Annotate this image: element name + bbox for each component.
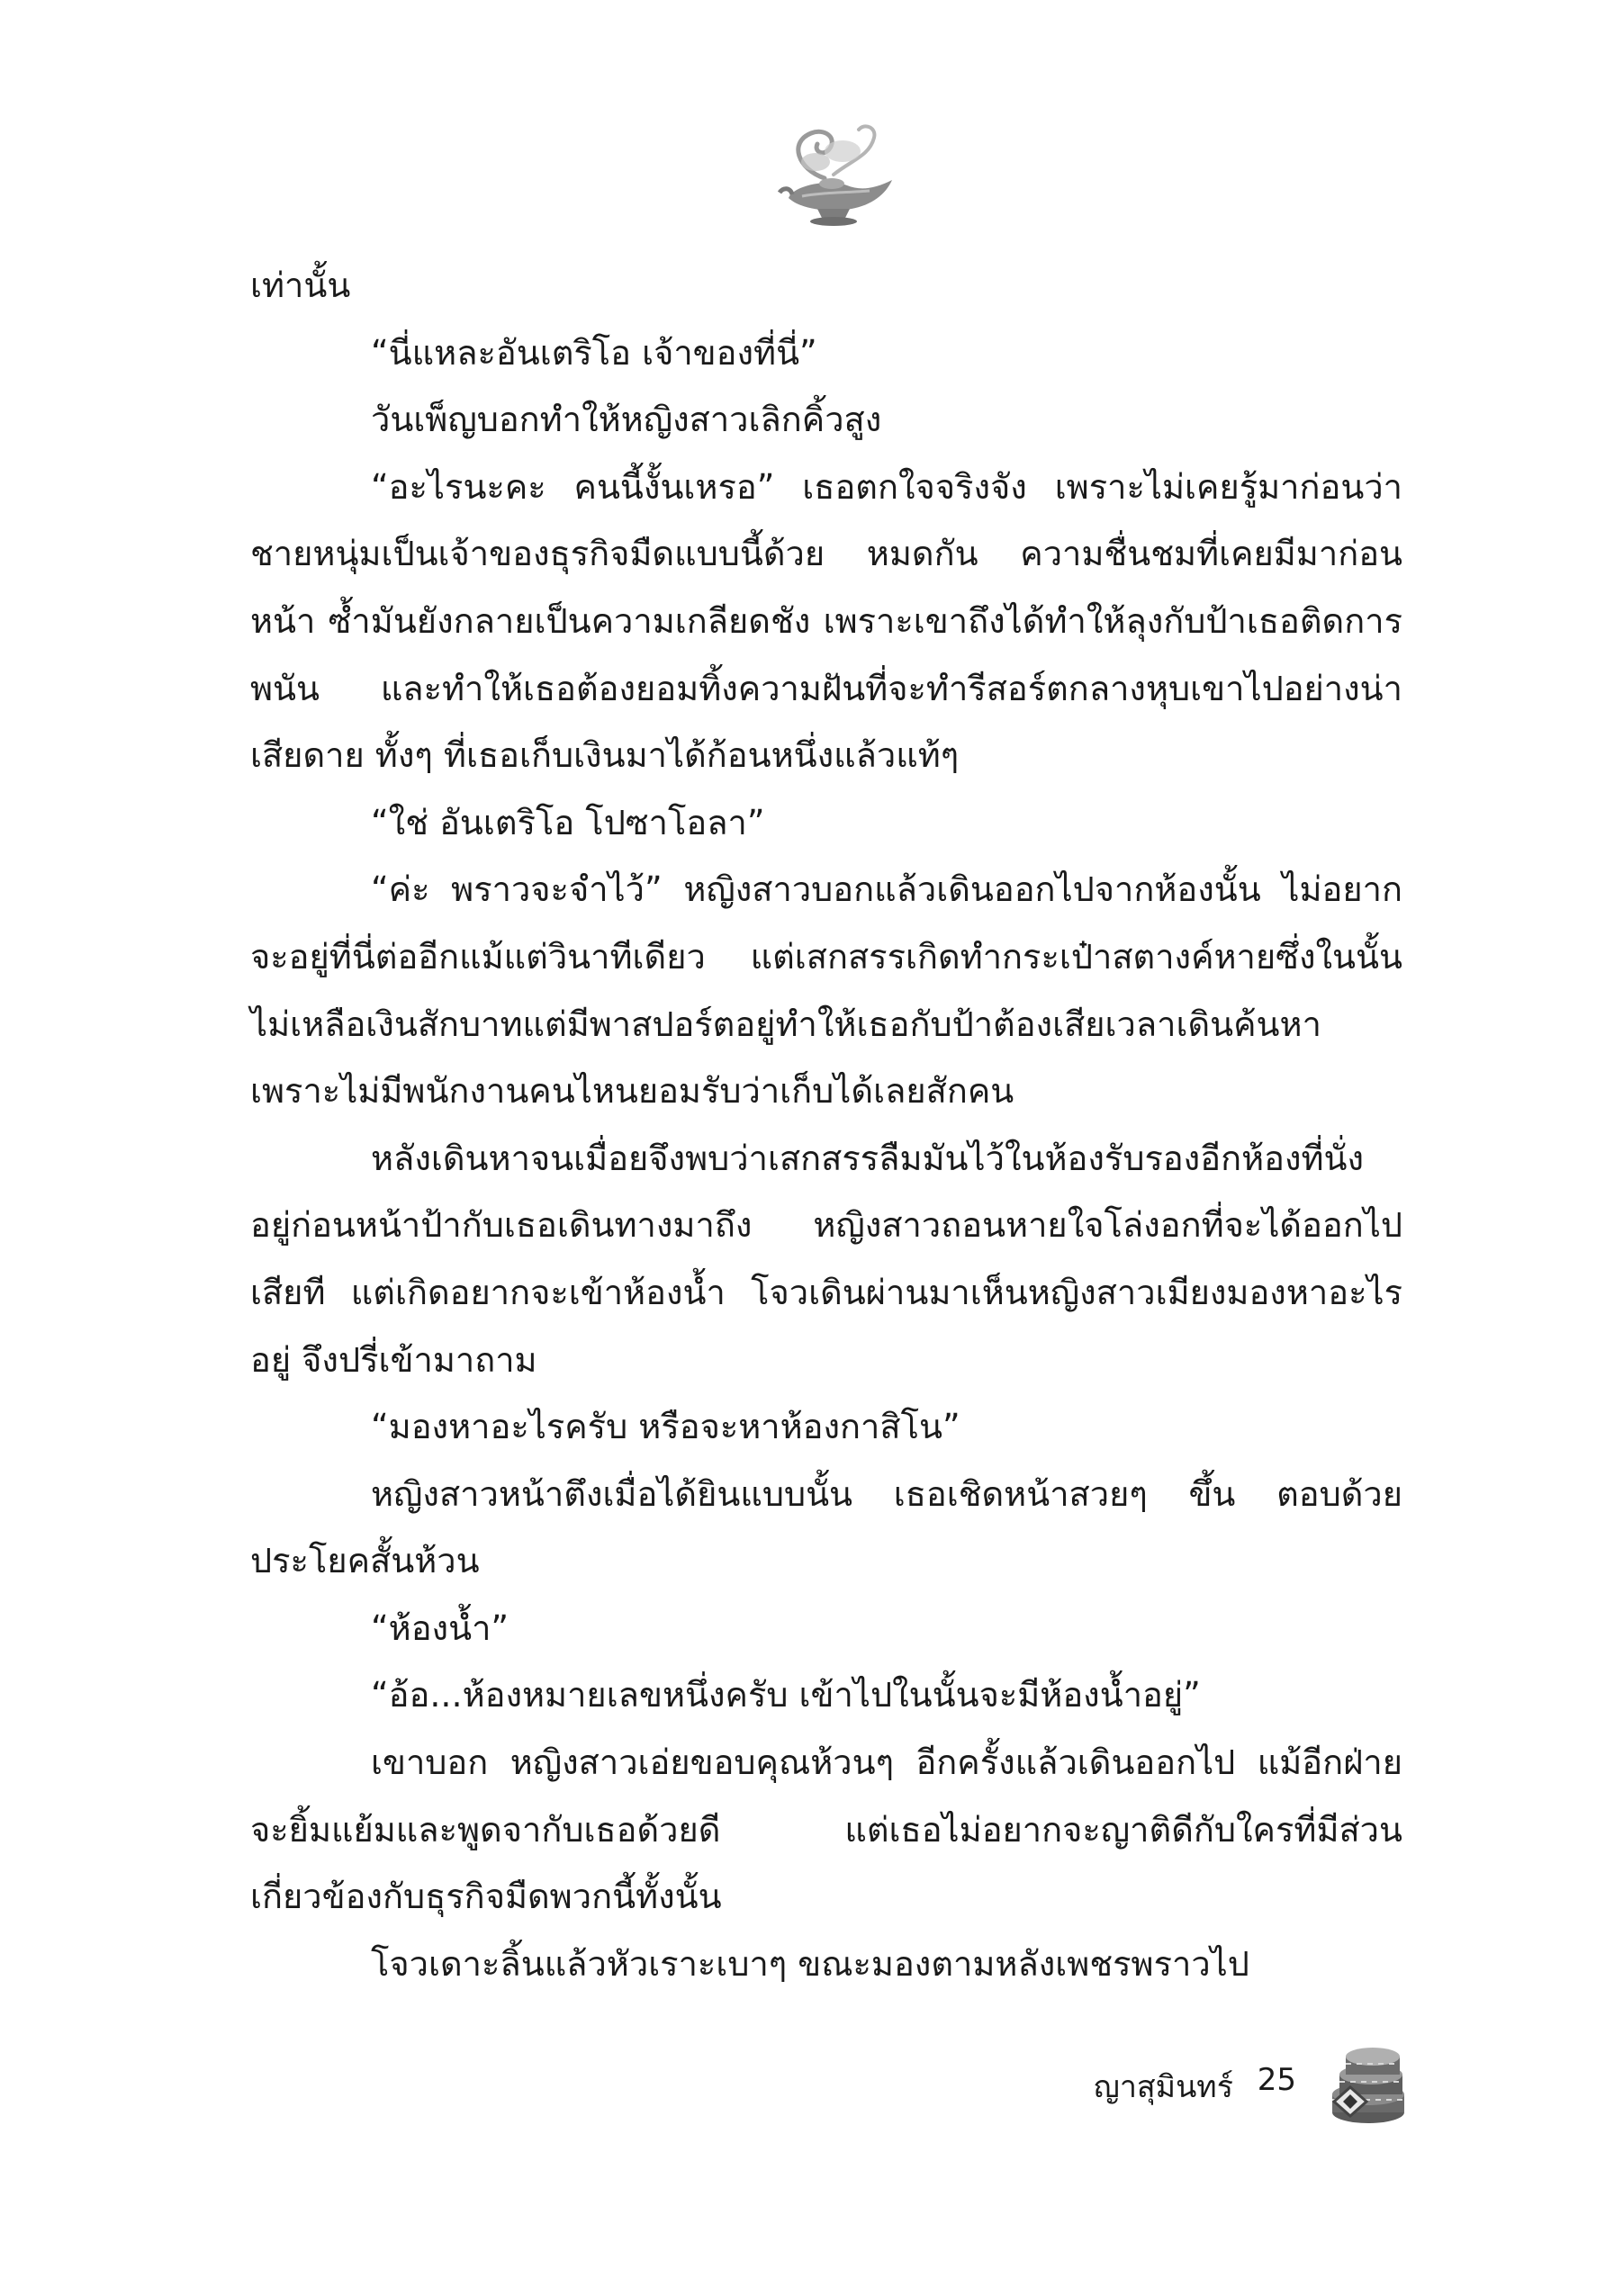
paragraph: เขาบอก หญิงสาวเอ่ยขอบคุณห้วนๆ อีกครั้งแล้วเดินออกไป แม้อีกฝ่ายจะยิ้มแย้มและพูดจากับเธอด้วยดี แต่เธอไม่อยากจะญาติดีกับใครที่มีส่วนเกี่ยวข้องกับธุรกิจมืดพวกนี้ทั้งนั้น [250, 1742, 1402, 1917]
casino-chips-icon [1314, 2039, 1413, 2129]
page-number: 25 [1257, 2062, 1296, 2098]
paragraph: “ใช่ อันเตริโอ โปซาโอลา” [371, 802, 765, 842]
paragraph: “ค่ะ พราวจะจำไว้” หญิงสาวบอกแล้วเดินออกไปจากห้องนั้น ไม่อยากจะอยู่ที่นี่ต่ออีกแม้แต่วินาทีเดียว แต่เสกสรรเกิดทำกระเป๋าสตางค์หายซึ่งในนั้นไม่เหลือเงินสักบาทแต่มีพาสปอร์ตอยู่ทำให้เธอกับป้าต้องเสียเวลาเดินค้นหาเพราะไม่มีพนักงานคนไหนยอมรับว่าเก็บได้เลยสักคน [250, 869, 1402, 1112]
body-text [250, 252, 1402, 1997]
author-name: ญาสุมินทร์ [1093, 2069, 1233, 2105]
paragraph: โจวเดาะลิ้นแล้วหัวเราะเบาๆ ขณะมองตามหลังเพชรพราวไป [371, 1943, 1249, 1984]
page-footer [1035, 2039, 1413, 2138]
paragraph: เท่านั้น [250, 266, 351, 305]
paragraph: “นี่แหละอันเตริโอ เจ้าของที่นี่” [371, 332, 817, 373]
paragraph: วันเพ็ญบอกทำให้หญิงสาวเลิกคิ้วสูง [371, 400, 882, 440]
paragraph: “อ้อ...ห้องหมายเลขหนึ่งครับ เข้าไปในนั้นจะมีห้องน้ำอยู่” [371, 1675, 1201, 1715]
paragraph: หลังเดินหาจนเมื่อยจึงพบว่าเสกสรรลืมมันไว้ในห้องรับรองอีกห้องที่นั่งอยู่ก่อนหน้าป้ากับเธอเดินทางมาถึง หญิงสาวถอนหายใจโล่งอกที่จะได้ออกไปเสียที แต่เกิดอยากจะเข้าห้องน้ำ โจวเดินผ่านมาเห็นหญิงสาวเมียงมองหาอะไรอยู่ จึงปรี่เข้ามาถาม [250, 1138, 1402, 1380]
paragraph: หญิงสาวหน้าตึงเมื่อได้ยินแบบนั้น เธอเชิดหน้าสวยๆ ขึ้น ตอบด้วยประโยคสั้นห้วน [250, 1473, 1402, 1581]
paragraph: “อะไรนะคะ คนนี้งั้นเหรอ” เธอตกใจจริงจัง เพราะไม่เคยรู้มาก่อนว่าชายหนุ่มเป็นเจ้าของธุรกิจมืดแบบนี้ด้วย หมดกัน ความชื่นชมที่เคยมีมาก่อนหน้า ซ้ำมันยังกลายเป็นความเกลียดชัง เพราะเขาถึงได้ทำให้ลุงกับป้าเธอติดการพนัน และทำให้เธอต้องยอมทิ้งความฝันที่จะทำรีสอร์ตกลางหุบเขาไปอย่างน่าเสียดาย ทั้งๆ ที่เธอเก็บเงินมาได้ก้อนหนึ่งแล้วแท้ๆ [250, 466, 1402, 776]
paragraph: “ห้องน้ำ” [371, 1607, 509, 1648]
magic-lamp-icon [762, 115, 906, 232]
paragraph: “มองหาอะไรครับ หรือจะหาห้องกาสิโน” [371, 1407, 960, 1447]
